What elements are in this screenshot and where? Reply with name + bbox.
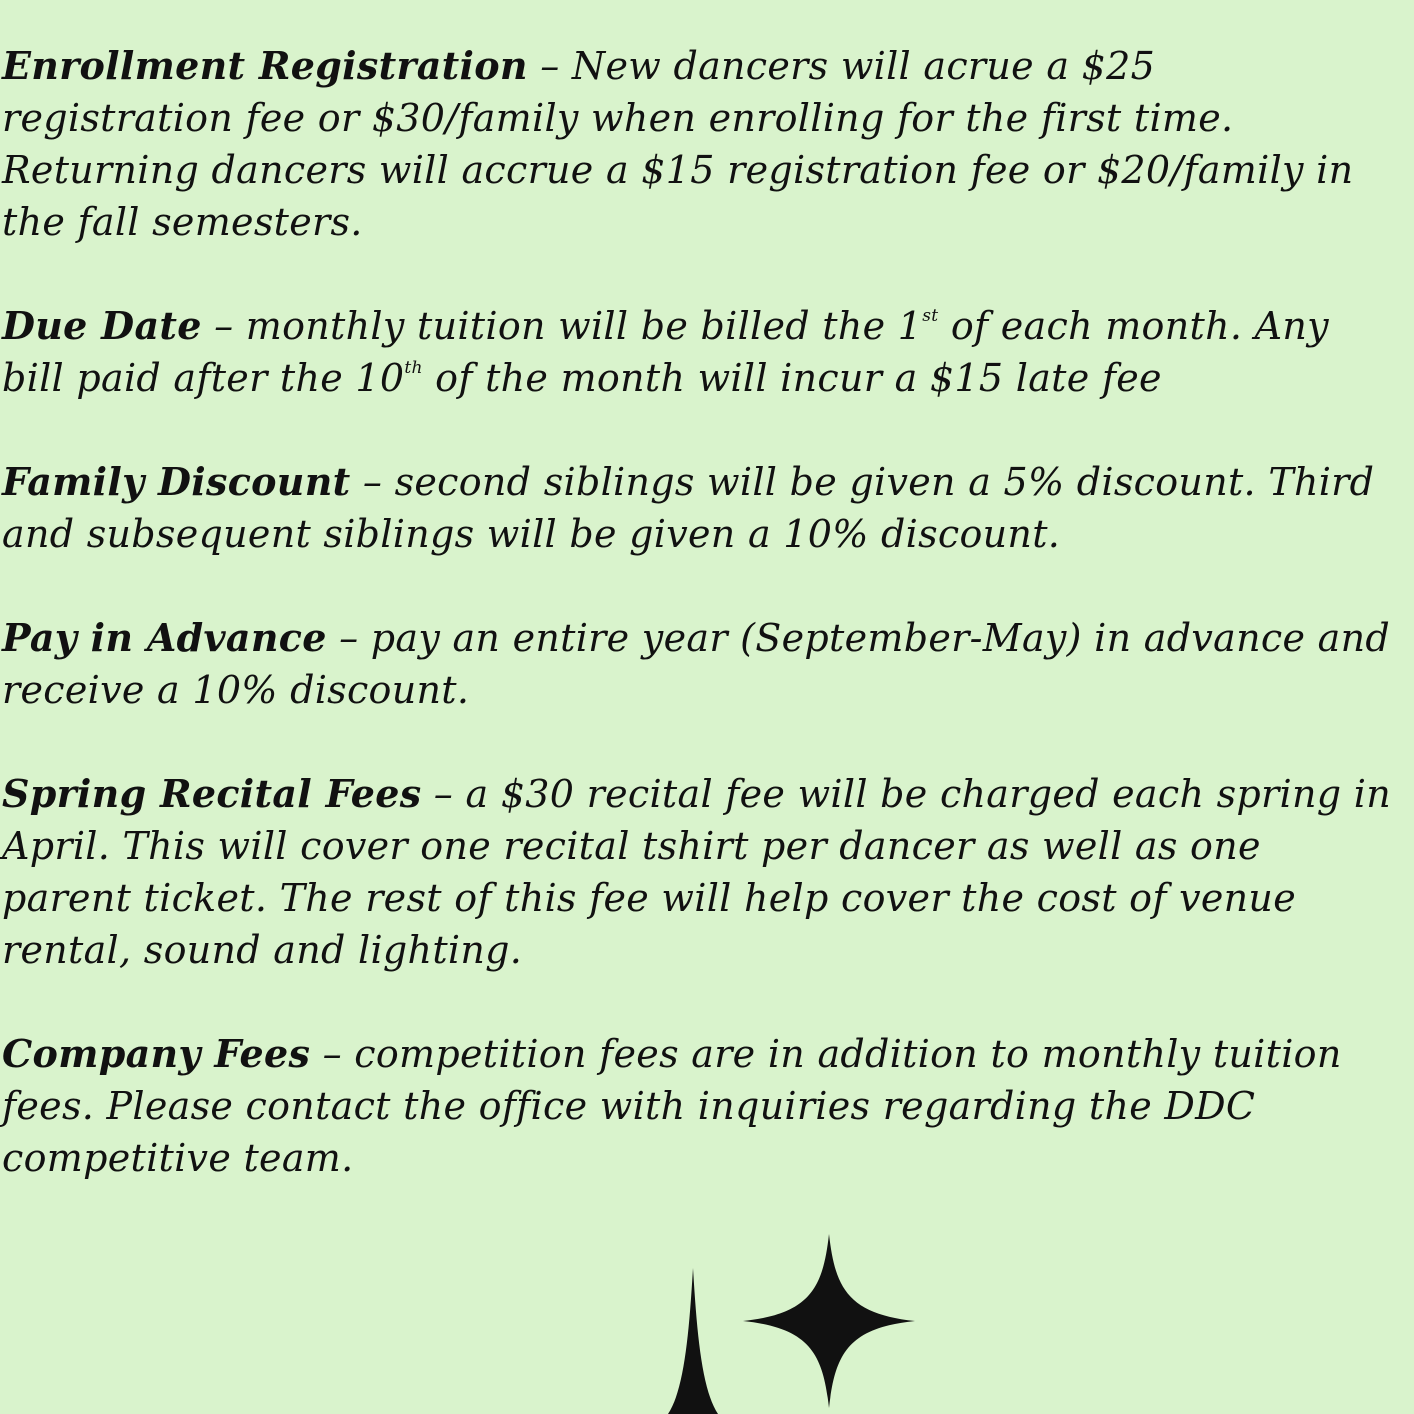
- policy-separator: –: [326, 616, 371, 660]
- policy-text: pay an entire year (September-May) in advance and receive a 10% discount.: [2, 616, 1390, 712]
- policy-spring-recital-fees: [2, 768, 1397, 976]
- policy-term: Pay in Advance: [2, 615, 327, 660]
- policy-text: second siblings will be given a 5% discount. Third and subsequent siblings will be given a 10% discount.: [2, 460, 1375, 556]
- policy-family-discount: [2, 456, 1397, 560]
- ordinal-suffix: st: [922, 306, 939, 326]
- policy-separator: –: [310, 1032, 355, 1076]
- policy-text: New dancers will acrue a $25 registration fee or $30/family when enrolling for the first time. Returning dancers will accrue a $15 registration fee or $20/family in the fall semesters.: [2, 44, 1354, 244]
- policy-text: a $30 recital fee will be charged each spring in April. This will cover one recital tshirt per dancer as well as one parent ticket. The rest of this fee will help cover the cost of venue rental, sound and lighting.: [2, 772, 1391, 972]
- sparkle-icon: [668, 1268, 718, 1414]
- policy-term: Company Fees: [2, 1031, 311, 1076]
- policy-term: Spring Recital Fees: [2, 771, 422, 816]
- policy-enrollment-registration: [2, 40, 1397, 248]
- policy-due-date: [2, 300, 1397, 404]
- policy-separator: –: [350, 460, 395, 504]
- policy-separator: –: [527, 44, 572, 88]
- policy-term: Due Date: [2, 303, 202, 348]
- policy-text: of the month will incur a $15 late fee: [422, 356, 1162, 400]
- policy-company-fees: [2, 1028, 1397, 1184]
- policy-pay-in-advance: [2, 612, 1397, 716]
- policy-term: Family Discount: [2, 459, 351, 504]
- fee-policies: [2, 40, 1397, 1236]
- policy-text: of each month. Any bill paid after the 10: [2, 304, 1329, 400]
- policy-separator: –: [201, 304, 246, 348]
- policy-text: monthly tuition will be billed the 1: [245, 304, 923, 348]
- sparkle-icon: [743, 1234, 915, 1408]
- policy-term: Enrollment Registration: [2, 43, 528, 88]
- policy-text: competition fees are in addition to monthly tuition fees. Please contact the office with inquiries regarding the DDC competitive team.: [2, 1032, 1342, 1180]
- ordinal-suffix: th: [404, 358, 423, 378]
- policy-separator: –: [421, 772, 466, 816]
